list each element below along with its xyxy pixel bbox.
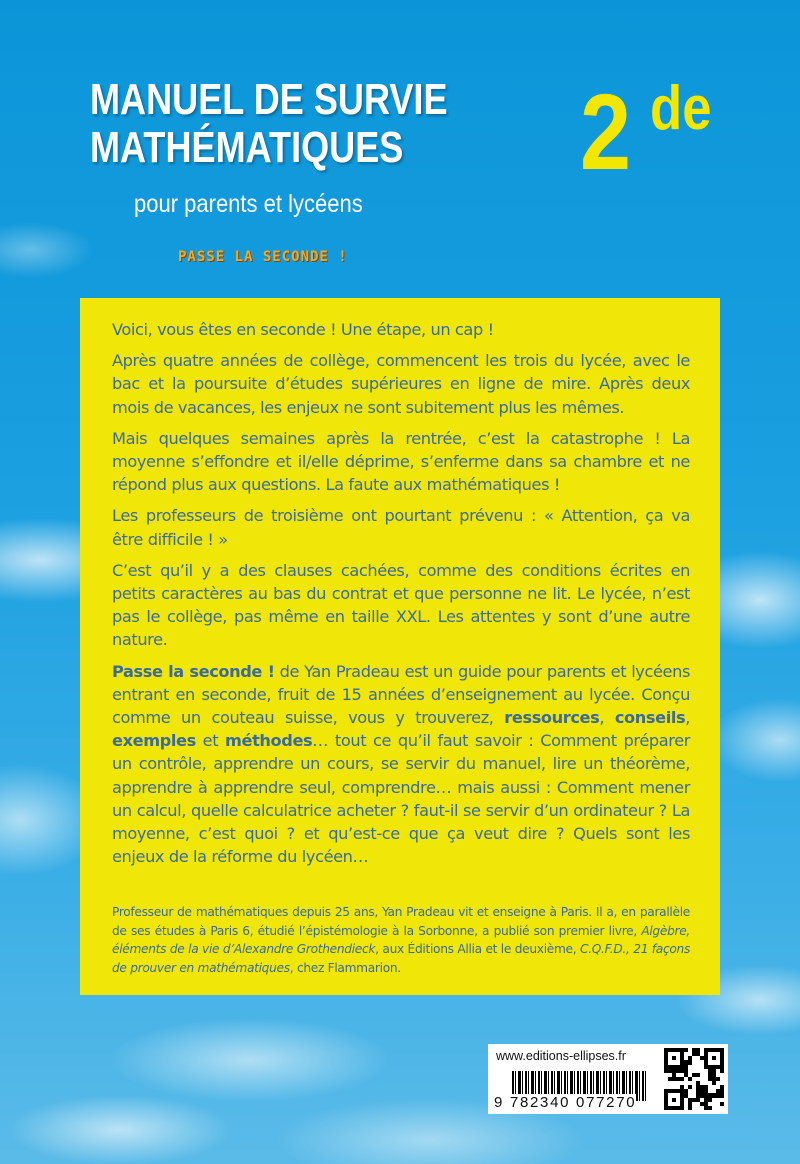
paragraph: C’est qu’il y a des clauses cachées, comme des conditions écrites en petits caractères au bas du contrat et que personne ne lit. Le lycée, n’est pas le collège, pas même en taille XXL. Les attentes y sont d’une autre nature. <box>112 560 690 650</box>
keyword: méthodes <box>225 731 313 751</box>
blurb-text <box>112 318 690 876</box>
grade-number: 2 <box>580 71 632 192</box>
text: , <box>599 708 615 728</box>
author-bio <box>112 903 690 977</box>
text: de Yan Pradeau est un guide pour parents et lycéens entrant en seconde, fruit de 15 années d’enseignement au lycée. Conçu comme un couteau suisse, vous y trouverez, <box>112 661 690 728</box>
keyword: ressources <box>504 708 600 728</box>
isbn-number: 9 782340 077270 <box>494 1094 637 1111</box>
title-line-2: MATHÉMATIQUES <box>90 123 404 172</box>
book-title <box>90 75 448 172</box>
book-reference: Algèbre, éléments de la vie d’Alexandre Grothendieck <box>112 923 690 956</box>
book-reference: C.Q.F.D., 21 façons de prouver en mathématiques <box>112 942 690 975</box>
grade-suffix: de <box>650 74 712 143</box>
grade-label <box>580 71 712 192</box>
keyword: exemples <box>112 731 196 751</box>
publisher-url: www.editions-ellipses.fr <box>496 1049 626 1063</box>
keyword: conseils <box>614 708 686 728</box>
text: , <box>685 708 690 728</box>
paragraph: Après quatre années de collège, commencent les trois du lycée, avec le bac et la poursuite d’études supérieures en ligne de mire. Après deux mois de vacances, les enjeux ne sont subitement plus les mêmes. <box>112 351 690 417</box>
book-name: Passe la seconde ! <box>112 661 275 681</box>
tagline: PASSE LA SECONDE ! <box>178 249 348 265</box>
paragraph-summary <box>112 660 690 869</box>
barcode-label <box>488 1044 728 1114</box>
qr-module <box>720 1106 724 1110</box>
subtitle: pour parents et lycéens <box>134 190 363 218</box>
paragraph: Les professeurs de troisième ont pourtant prévenu : « Attention, ça va être difficile ! » <box>112 506 690 549</box>
text: et <box>195 731 226 751</box>
text: , chez Flammarion. <box>289 960 401 975</box>
text: … tout ce qu’il faut savoir : Comment préparer un contrôle, apprendre un cours, se servir du manuel, lire un théorème, apprendre à apprendre seul, comprendre… mais aussi : Comment mener un calcul, quelle calculatrice acheter ? faut-il se servir d’un ordinateur ? La moyenne, c’est quoi ? et qu’est-ce que ça veut dire ? Quels sont les enjeux de la réforme du lycéen… <box>112 731 691 867</box>
paragraph: Voici, vous êtes en seconde ! Une étape, un cap ! <box>112 320 494 339</box>
title-line-1: MANUEL DE SURVIE <box>90 75 448 124</box>
paragraph: Mais quelques semaines après la rentrée, c’est la catastrophe ! La moyenne s’effondre et il/elle déprime, s’enferme dans sa chambre et ne répond plus aux questions. La faute aux mathématiques ! <box>112 428 690 495</box>
qr-code-icon <box>664 1048 724 1110</box>
text: , aux Éditions Allia et le deuxième, <box>375 942 580 956</box>
text: Professeur de mathématiques depuis 25 ans, Yan Pradeau vit et enseigne à Paris. Il a, en parallèle de ses études à Paris 6, étudié l’épistémologie à la Sorbonne, a publié son premier livre, <box>112 905 690 938</box>
